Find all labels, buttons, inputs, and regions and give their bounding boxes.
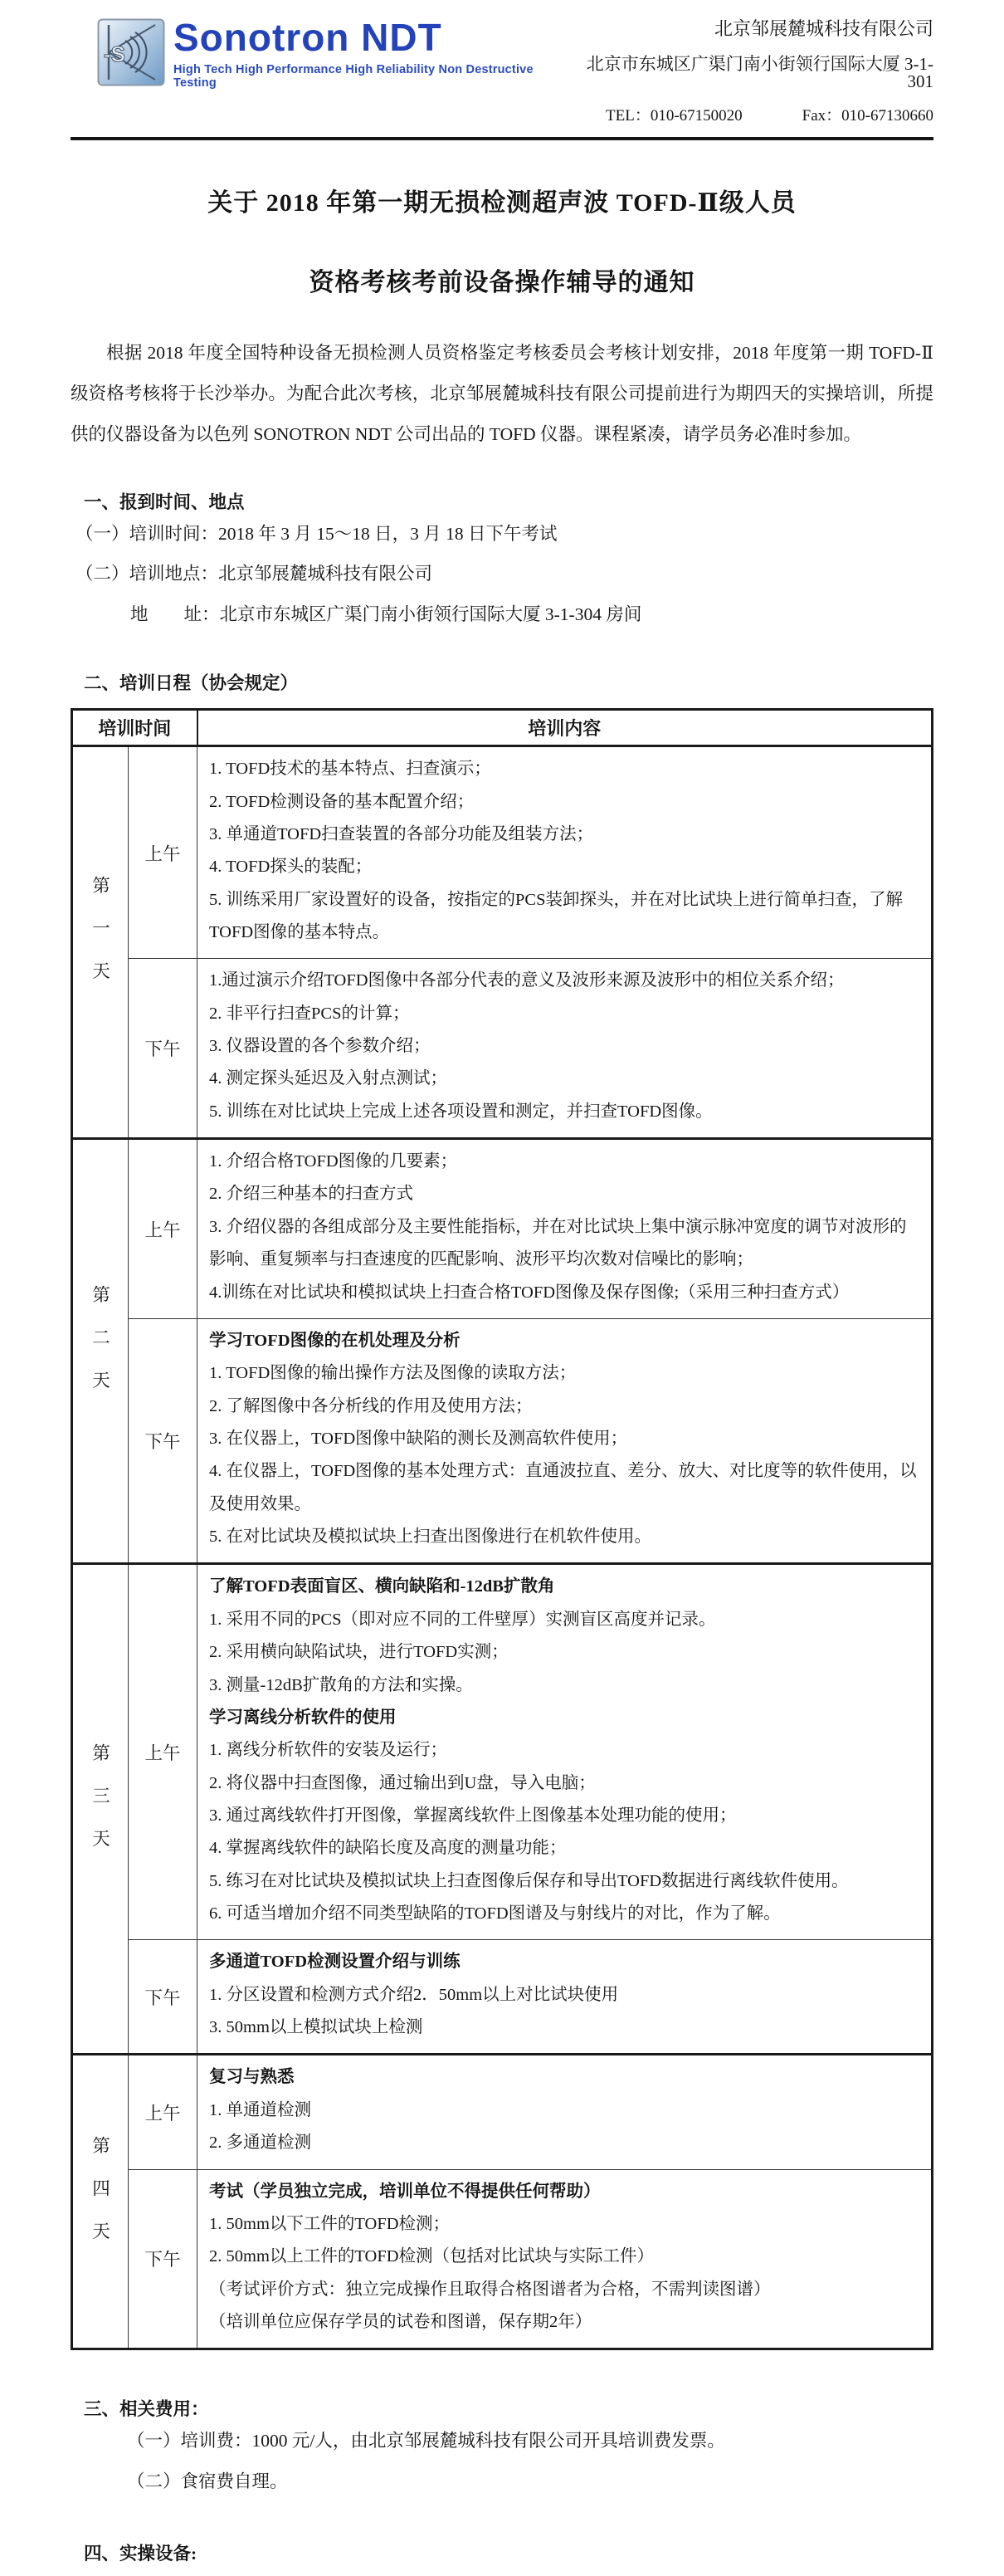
session-content-line: 1. 单通道检测 [209, 2100, 311, 2119]
session-topic-title: 多通道TOFD检测设置介绍与训练 [209, 1953, 461, 1972]
session-content-line: 1. 分区设置和检测方式介绍2．50mm以上对比试块使用 [209, 1985, 619, 2004]
schedule-row [72, 746, 933, 959]
day-label: 第四天 [72, 2055, 129, 2349]
session-content [197, 1564, 933, 1940]
brand-name: Sonotron NDT [173, 16, 442, 59]
session-content [197, 746, 933, 959]
document-title-line2: 资格考核考前设备操作辅导的通知 [309, 269, 695, 296]
section2-heading: 二、培训日程（协会规定） [84, 673, 299, 694]
schedule-row [72, 959, 933, 1139]
schedule-row [72, 1564, 933, 1940]
session-time: 下午 [129, 1940, 197, 2055]
session-content-line: 3. 50mm以上模拟试块上检测 [209, 2018, 423, 2037]
schedule-row [72, 2169, 933, 2349]
schedule-table-body [72, 746, 933, 2349]
schedule-row [72, 1940, 933, 2055]
session-content [197, 1318, 933, 1564]
session-content-line: 4.训练在对比试块和模拟试块上扫查合格TOFD图像及保存图像;（采用三种扫查方式） [209, 1283, 850, 1302]
col-header-time: 培训时间 [72, 710, 197, 746]
session-time: 下午 [129, 959, 197, 1139]
session-content [197, 2055, 933, 2169]
intro-paragraph: 根据 2018 年度全国特种设备无损检测人员资格鉴定考核委员会考核计划安排，2018 年度第一期 TOFD-Ⅱ级资格考核将于长沙举办。为配合此次考核，北京邹展麓城科技有限公司提前进行为期四天的实操培训，所提供的仪器设备为以色列 SONOTRON NDT 公司出品的 TOFD 仪器。课程紧凑，请学员务必准时参加。 [71, 343, 933, 445]
session-topic-title: 了解TOFD表面盲区、横向缺陷和-12dB扩散角 [209, 1577, 555, 1596]
session-content-line: 2. 了解图像中各分析线的作用及使用方法； [209, 1396, 533, 1415]
session-content-line: 4. 在仪器上，TOFD图像的基本处理方式：直通波拉直、差分、放大、对比度等的软件使用，以及使用效果。 [209, 1462, 917, 1513]
session-content-line: 3. 介绍仪器的各组成部分及主要性能指标，并在对比试块上集中演示脉冲宽度的调节对波形的影响、重复频率与扫查速度的匹配影响、波形平均次数对信噪比的影响； [209, 1217, 907, 1269]
section4-heading: 四、实操设备: [84, 2544, 197, 2564]
session-content-line: 3. 仪器设置的各个参数介绍； [209, 1037, 431, 1056]
session-time: 下午 [129, 1318, 197, 1564]
session-content-line: 2. 采用横向缺陷试块，进行TOFD实测； [209, 1643, 509, 1662]
training-address-line: 地 址：北京市东城区广渠门南小街领行国际大厦 3-1-304 房间 [130, 604, 642, 624]
session-topic-title: 复习与熟悉 [209, 2068, 295, 2087]
session-topic-title: 学习TOFD图像的在机处理及分析 [209, 1331, 461, 1350]
fee-item: （二）食宿费自理。 [127, 2471, 288, 2491]
col-header-content: 培训内容 [197, 710, 933, 746]
schedule-row [72, 2055, 933, 2169]
session-time: 上午 [129, 1564, 197, 1940]
company-info [569, 20, 933, 124]
session-time: 上午 [129, 2055, 197, 2169]
document-title-line1: 关于 2018 年第一期无损检测超声波 TOFD-Ⅱ级人员 [207, 189, 797, 217]
schedule-table-head [72, 710, 933, 746]
sonotron-logo [97, 18, 569, 90]
session-content-line: 1. TOFD图像的输出操作方法及图像的读取方法； [209, 1364, 577, 1383]
company-fax: Fax：010-67130660 [802, 107, 933, 125]
session-content-line: 4. 掌握离线软件的缺陷长度及高度的测量功能； [209, 1839, 567, 1858]
schedule-row [72, 1318, 933, 1564]
section-schedule [71, 669, 933, 2350]
letterhead [71, 12, 933, 140]
section1-heading: 一、报到时间、地点 [84, 492, 245, 513]
company-name: 北京邹展麓城科技有限公司 [714, 18, 933, 39]
schedule-table [71, 708, 933, 2350]
session-content-line: 3. 测量-12dB扩散角的方法和实操。 [209, 1675, 473, 1694]
day-label: 第一天 [72, 746, 129, 1139]
speaker-soundwaves-icon [97, 18, 165, 86]
session-content-line: 1. 介绍合格TOFD图像的几要素； [209, 1152, 458, 1171]
session-content-line: 5. 训练在对比试块上完成上述各项设置和测定，并扫查TOFD图像。 [209, 1102, 713, 1121]
training-place-line: （二）培训地点：北京邹展麓城科技有限公司 [76, 564, 433, 584]
session-topic-title: 考试（学员独立完成，培训单位不得提供任何帮助） [209, 2182, 601, 2201]
session-content-line: 2. 将仪器中扫查图像，通过输出到U盘，导入电脑； [209, 1773, 596, 1792]
section-fees [71, 2395, 933, 2501]
session-content-line: 5. 练习在对比试块及模拟试块上扫查图像后保存和导出TOFD数据进行离线软件使用。 [209, 1871, 849, 1890]
equipment-single-channel [134, 2565, 933, 2576]
session-content-line: 6. 可适当增加介绍不同类型缺陷的TOFD图谱及与射线片的对比，作为了解。 [209, 1904, 781, 1923]
company-address: 北京市东城区广渠门南小街领行国际大厦 3-1-301 [586, 54, 933, 91]
session-content-line: 4. TOFD探头的装配； [209, 858, 373, 877]
session-content-line: 4. 测定探头延迟及入射点测试； [209, 1069, 447, 1088]
session-content-line: 3. 在仪器上，TOFD图像中缺陷的测长及测高软件使用； [209, 1430, 628, 1448]
session-content-line: 2. 非平行扫查PCS的计算； [209, 1004, 410, 1023]
svg-text:-S: -S [104, 42, 125, 66]
session-content-line: 2. 多通道检测 [209, 2134, 311, 2153]
company-contacts [569, 108, 933, 124]
section3-heading: 三、相关费用： [84, 2399, 209, 2420]
session-content-line: 2. 介绍三种基本的扫查方式 [209, 1185, 413, 1204]
day-label: 第二天 [72, 1139, 129, 1564]
session-content-line: 5. 训练采用厂家设置好的设备，按指定的PCS装卸探头，并在对比试块上进行简单扫查，了解TOFD图像的基本特点。 [209, 890, 903, 941]
training-time-line: （一）培训时间：2018 年 3 月 15～18 日，3 月 18 日下午考试 [76, 524, 558, 545]
session-content [197, 2169, 933, 2349]
session-content-line: 1. 50mm以下工件的TOFD检测； [209, 2214, 451, 2233]
session-time: 上午 [129, 746, 197, 959]
session-content [197, 1940, 933, 2055]
session-content-line: 3. 通过离线软件打开图像，掌握离线软件上图像基本处理功能的使用； [209, 1806, 737, 1825]
session-content-line: 1.通过演示介绍TOFD图像中各部分代表的意义及波形来源及波形中的相位关系介绍； [209, 971, 845, 990]
session-time: 下午 [129, 2169, 197, 2349]
company-tel: TEL：010-67150020 [606, 107, 743, 125]
session-content [197, 959, 933, 1139]
session-content-line: 2. TOFD检测设备的基本配置介绍； [209, 792, 475, 811]
section-report-time [71, 488, 933, 634]
session-content-line: 1. 离线分析软件的安装及运行； [209, 1741, 447, 1760]
session-time: 上午 [129, 1139, 197, 1319]
schedule-header-row [72, 710, 933, 746]
schedule-row [72, 1139, 933, 1319]
brand-tagline: High Tech High Performance High Reliability Non Destructive Testing [173, 62, 534, 90]
day-label: 第三天 [72, 1564, 129, 2055]
session-content-line: 3. 单通道TOFD扫查装置的各部分功能及组装方法； [209, 824, 594, 843]
session-topic-title: 学习离线分析软件的使用 [209, 1708, 397, 1727]
fee-item: （一）培训费：1000 元/人，由北京邹展麓城科技有限公司开具培训费发票。 [127, 2431, 725, 2451]
brand-text [173, 18, 569, 90]
session-content [197, 1139, 933, 1319]
session-content-line: （考试评价方式：独立完成操作且取得合格图谱者为合格，不需判读图谱） [209, 2280, 771, 2299]
session-content-line: 1. 采用不同的PCS（即对应不同的工件壁厚）实测盲区高度并记录。 [209, 1610, 716, 1629]
session-content-line: 1. TOFD技术的基本特点、扫查演示； [209, 760, 491, 779]
session-content-line: （培训单位应保存学员的试卷和图谱，保存期2年） [209, 2312, 592, 2331]
session-content-line: 5. 在对比试块及模拟试块上扫查出图像进行在机软件使用。 [209, 1528, 651, 1547]
session-content-line: 2. 50mm以上工件的TOFD检测（包括对比试块与实际工件） [209, 2247, 655, 2266]
section-equipment [71, 2539, 933, 2576]
